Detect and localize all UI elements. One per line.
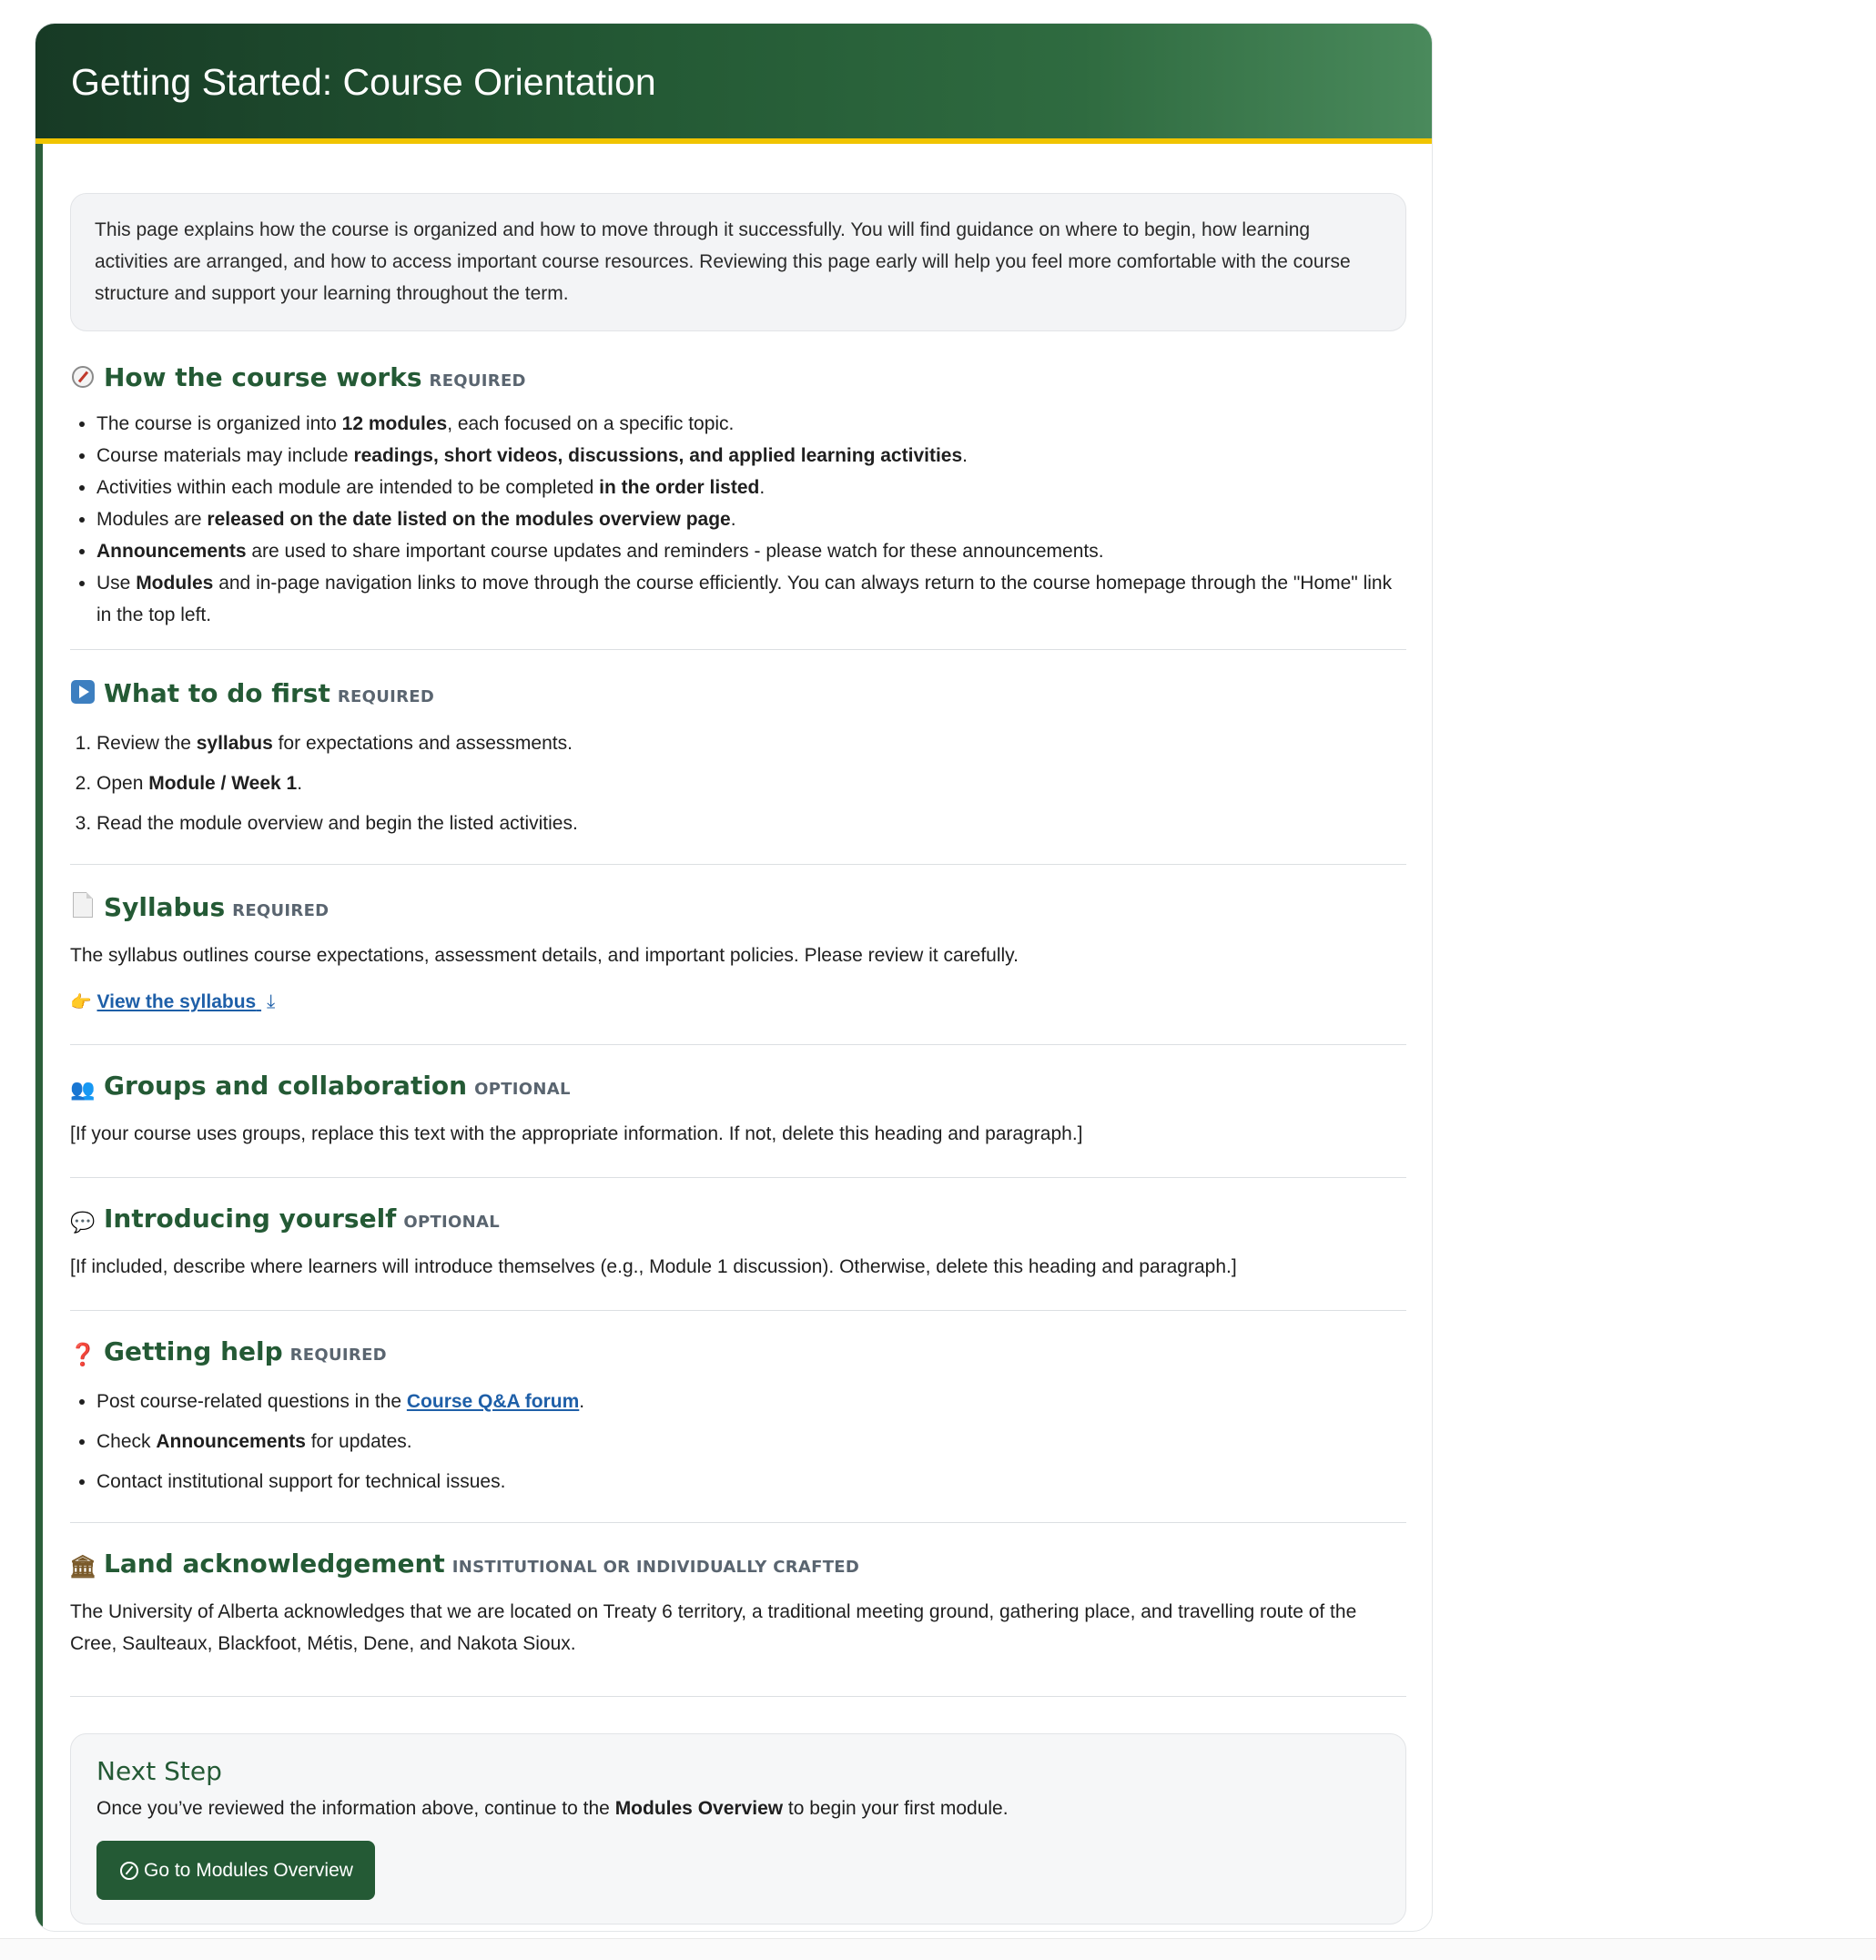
page-icon — [70, 892, 96, 918]
section-heading: 👥 Groups and collaboration OPTIONAL — [70, 1071, 1406, 1105]
list-item: 3. Read the module overview and begin the listed activities. — [96, 804, 1406, 844]
list-item: • The course is organized into 12 modules, each focused on a specific topic. — [96, 408, 1406, 440]
help-list — [70, 1382, 1406, 1502]
section-heading: ❓ Getting help REQUIRED — [70, 1336, 1406, 1371]
section-heading: 💬 Introducing yourself OPTIONAL — [70, 1203, 1406, 1238]
section-syllabus — [70, 865, 1406, 1045]
compass-icon — [70, 364, 96, 390]
page-header — [35, 24, 1432, 144]
first-steps-list — [70, 724, 1406, 844]
list-item: • Post course-related questions in the Course Q&A forum. — [96, 1382, 1406, 1422]
required-tag: REQUIRED — [232, 901, 330, 920]
page-title: Getting Started: Course Orientation — [71, 61, 656, 103]
list-item: • Announcements are used to share important course updates and reminders - please watch for these announcements. — [96, 535, 1406, 567]
section-what-to-do-first — [70, 650, 1406, 865]
people-icon: 👥 — [70, 1079, 96, 1102]
list-item: • Activities within each module are intended to be completed in the order listed. — [96, 472, 1406, 503]
section-heading: 🏛 Land acknowledgement INSTITUTIONAL OR INDIVIDUALLY CRAFTED — [70, 1549, 1406, 1583]
compass-icon — [120, 1862, 138, 1880]
section-getting-help — [70, 1311, 1406, 1523]
section-how-course-works — [70, 331, 1406, 650]
list-item: • Use Modules and in-page navigation links to move through the course efficiently. You can always return to the course homepage through the "Home" link in the top left. — [96, 567, 1406, 631]
intro-box: This page explains how the course is organized and how to move through it successfully. You will find guidance on where to begin, how learning activities are arranged, and how to access important course resources. Reviewing this page early will help you feel more comfortable with the course structure and support your learning throughout the term. — [70, 193, 1406, 331]
required-tag: REQUIRED — [337, 687, 435, 706]
section-land-acknowledgement — [70, 1523, 1406, 1697]
pointing-hand-icon: 👉 — [70, 993, 92, 1012]
course-qa-forum-link[interactable]: Course Q&A forum — [406, 1391, 580, 1412]
next-step-text: Once you’ve reviewed the information above, continue to the Modules Overview to begin your first module. — [96, 1798, 1009, 1819]
question-mark-icon: ❓ — [69, 1342, 96, 1367]
go-to-modules-overview-button[interactable]: Go to Modules Overview — [96, 1841, 375, 1900]
view-syllabus-link[interactable]: View the syllabus — [96, 991, 257, 1012]
next-step-box — [70, 1733, 1406, 1924]
list-item: • Modules are released on the date listed on the modules overview page. — [96, 503, 1406, 535]
introduce-text: [If included, describe where learners will introduce themselves (e.g., Module 1 discussion). Otherwise, delete this heading and paragraph.] — [70, 1256, 1237, 1277]
list-item: 2. Open Module / Week 1. — [96, 764, 1406, 804]
orientation-card — [35, 23, 1433, 1932]
list-item: 1. Review the syllabus for expectations and assessments. — [96, 724, 1406, 764]
classical-building-icon: 🏛 — [68, 1554, 97, 1579]
how-list — [70, 408, 1406, 631]
list-item: • Contact institutional support for technical issues. — [96, 1462, 1406, 1502]
required-tag: REQUIRED — [289, 1346, 387, 1365]
syllabus-link-row — [70, 986, 1406, 1019]
optional-tag: OPTIONAL — [474, 1080, 571, 1099]
download-icon[interactable]: ⤓ — [267, 991, 276, 1012]
institutional-tag: INSTITUTIONAL OR INDIVIDUALLY CRAFTED — [451, 1558, 860, 1577]
bottom-strip — [0, 1938, 1876, 1960]
groups-text: [If your course uses groups, replace this text with the appropriate information. If not, delete this heading and paragraph.] — [70, 1123, 1083, 1144]
speech-bubble-icon: 💬 — [70, 1212, 96, 1234]
card-body — [35, 144, 1432, 1931]
syllabus-text: The syllabus outlines course expectations, assessment details, and important policies. Please review it carefully. — [70, 945, 1019, 966]
list-item: • Course materials may include readings, short videos, discussions, and applied learning activities. — [96, 440, 1406, 472]
section-heading: Syllabus REQUIRED — [70, 890, 1406, 927]
section-groups — [70, 1045, 1406, 1178]
next-step-heading: Next Step — [96, 1756, 222, 1786]
section-heading: How the course works REQUIRED — [70, 362, 1406, 397]
list-item: • Check Announcements for updates. — [96, 1422, 1406, 1462]
play-icon — [70, 679, 96, 705]
optional-tag: OPTIONAL — [403, 1213, 500, 1232]
section-heading: What to do first REQUIRED — [70, 677, 1406, 713]
section-introducing-yourself — [70, 1178, 1406, 1311]
required-tag: REQUIRED — [429, 371, 526, 391]
land-text: The University of Alberta acknowledges that we are located on Treaty 6 territory, a traditional meeting ground, gathering place, and travelling route of the Cree, Saulteaux, Blackfoot, Métis, Dene, and Nakota Sioux. — [70, 1601, 1357, 1654]
